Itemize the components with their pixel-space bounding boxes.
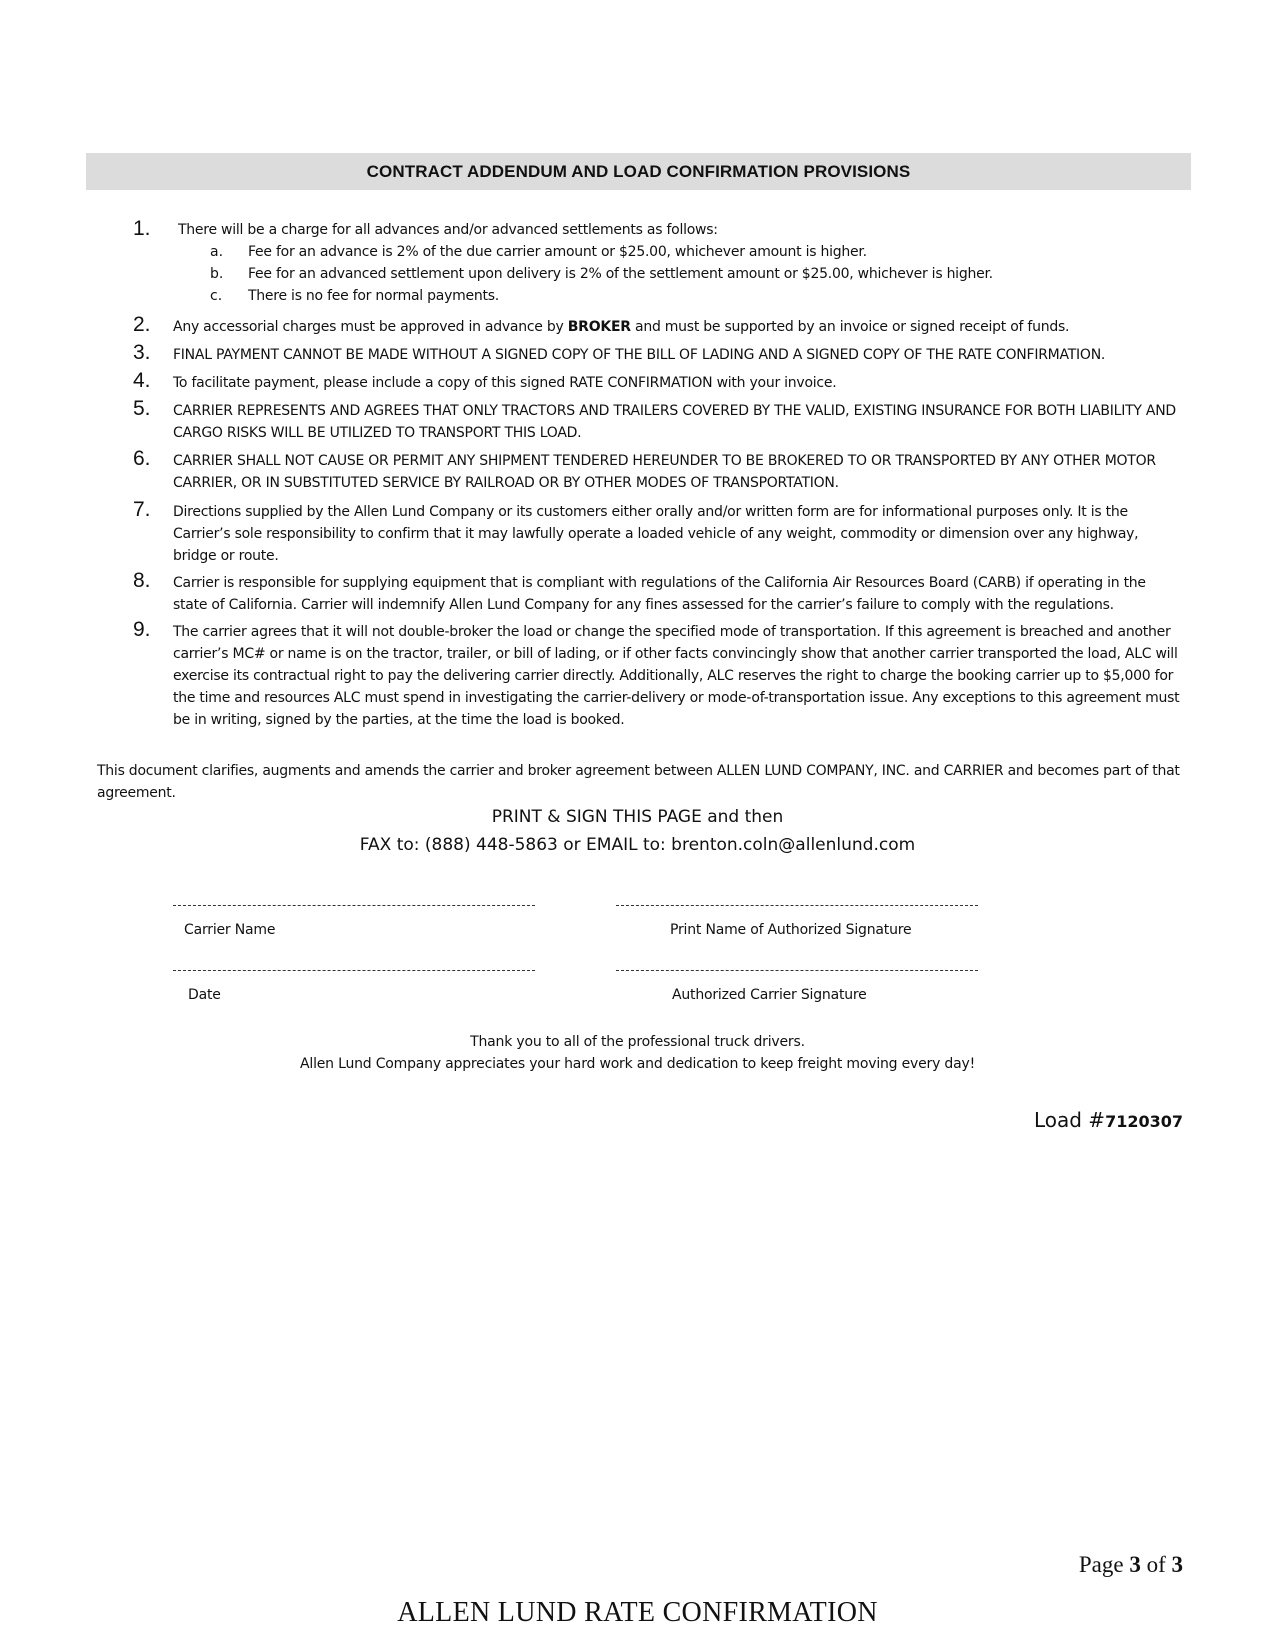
provision-number: 1. — [133, 217, 151, 240]
section-title: CONTRACT ADDENDUM AND LOAD CONFIRMATION PROVISIONS — [366, 161, 911, 181]
carrier-name-line — [173, 905, 535, 906]
provision-text: Any accessorial charges must be approved in advance by BROKER and must be supported by an invoice or signed receipt of funds. — [173, 319, 1070, 335]
provision-number: 7. — [133, 498, 151, 521]
load-number-value: 7120307 — [1105, 1112, 1183, 1131]
provision-text: CARRIER REPRESENTS AND AGREES THAT ONLY TRACTORS AND TRAILERS COVERED BY THE VALID, EXISTING INSURANCE FOR BOTH LIABILITY AND CARGO RISKS WILL BE UTILIZED TO TRANSPORT THIS LOAD. — [173, 403, 1176, 441]
provision-text: CARRIER SHALL NOT CAUSE OR PERMIT ANY SHIPMENT TENDERED HEREUNDER TO BE BROKERED TO OR TRANSPORTED BY ANY OTHER MOTOR CARRIER, OR IN SUBSTITUTED SERVICE BY RAILROAD OR BY OTHER MODES OF TRANSPORTATION. — [173, 453, 1156, 491]
sub-item-letter: b. — [210, 266, 224, 282]
sub-item-text: Fee for an advance is 2% of the due carrier amount or $25.00, whichever amount is higher. — [248, 244, 867, 260]
date-label: Date — [188, 987, 221, 1003]
provision-number: 3. — [133, 341, 151, 364]
provision-number: 4. — [133, 369, 151, 392]
thanks-line-1: Thank you to all of the professional truck drivers. — [470, 1034, 805, 1050]
provision-number: 9. — [133, 618, 151, 641]
provision-number: 8. — [133, 569, 151, 592]
provision-text: To facilitate payment, please include a copy of this signed RATE CONFIRMATION with your invoice. — [173, 375, 837, 391]
provision-text: There will be a charge for all advances and/or advanced settlements as follows: — [178, 222, 718, 238]
provision-number: 6. — [133, 447, 151, 470]
section-header-bar — [86, 153, 1191, 190]
provision-text: Directions supplied by the Allen Lund Company or its customers either orally and/or written form are for informational purposes only. It is the Carrier’s sole responsibility to confirm that it may lawfully operate a loaded vehicle of any weight, commodity or dimension over any highway, bridge or route. — [173, 504, 1139, 564]
print-name-line — [616, 905, 978, 906]
fax-email-instruction: FAX to: (888) 448-5863 or EMAIL to: brenton.coln@allenlund.com — [359, 835, 916, 855]
date-line — [173, 970, 535, 971]
agreement-clarification: This document clarifies, augments and amends the carrier and broker agreement between ALLEN LUND COMPANY, INC. and CARRIER and becomes part of that agreement. — [97, 763, 1180, 801]
provision-text: Carrier is responsible for supplying equipment that is compliant with regulations of the California Air Resources Board (CARB) if operating in the state of California. Carrier will indemnify Allen Lund Company for any fines assessed for the carrier’s failure to comply with the regulations. — [173, 575, 1146, 613]
provision-number: 2. — [133, 313, 151, 336]
sub-item-text: Fee for an advanced settlement upon delivery is 2% of the settlement amount or $25.00, whichever is higher. — [248, 266, 993, 282]
authorized-signature-line — [616, 970, 978, 971]
footer-title: ALLEN LUND RATE CONFIRMATION — [397, 1597, 878, 1628]
provision-text: FINAL PAYMENT CANNOT BE MADE WITHOUT A SIGNED COPY OF THE BILL OF LADING AND A SIGNED COPY OF THE RATE CONFIRMATION. — [173, 347, 1106, 363]
page-number: Page 3 of 3 — [1078, 1552, 1183, 1577]
provision-number: 5. — [133, 397, 151, 420]
print-name-label: Print Name of Authorized Signature — [670, 922, 912, 938]
sub-item-letter: c. — [210, 288, 223, 304]
load-number: Load #7120307 — [1033, 1108, 1183, 1132]
thanks-line-2: Allen Lund Company appreciates your hard work and dedication to keep freight moving every day! — [300, 1056, 975, 1072]
carrier-name-label: Carrier Name — [184, 922, 276, 938]
authorized-signature-label: Authorized Carrier Signature — [672, 987, 867, 1003]
broker-bold: BROKER — [567, 319, 631, 335]
sub-item-letter: a. — [210, 244, 224, 260]
sub-item-text: There is no fee for normal payments. — [248, 288, 499, 304]
print-sign-instruction: PRINT & SIGN THIS PAGE and then — [491, 807, 784, 827]
provision-text: The carrier agrees that it will not double-broker the load or change the specified mode of transportation. If this agreement is breached and another carrier’s MC# or name is on the tractor, trailer, or bill of lading, or if other facts convincingly show that another carrier transported the load, ALC will exercise its contractual right to pay the delivering carrier directly. Additionally, ALC reserves the right to charge the booking carrier up to $5,000 for the time and resources ALC must spend in investigating the carrier-delivery or mode-of-transportation issue. Any exceptions to this agreement must be in writing, signed by the parties, at the time the load is booked. — [173, 624, 1180, 728]
